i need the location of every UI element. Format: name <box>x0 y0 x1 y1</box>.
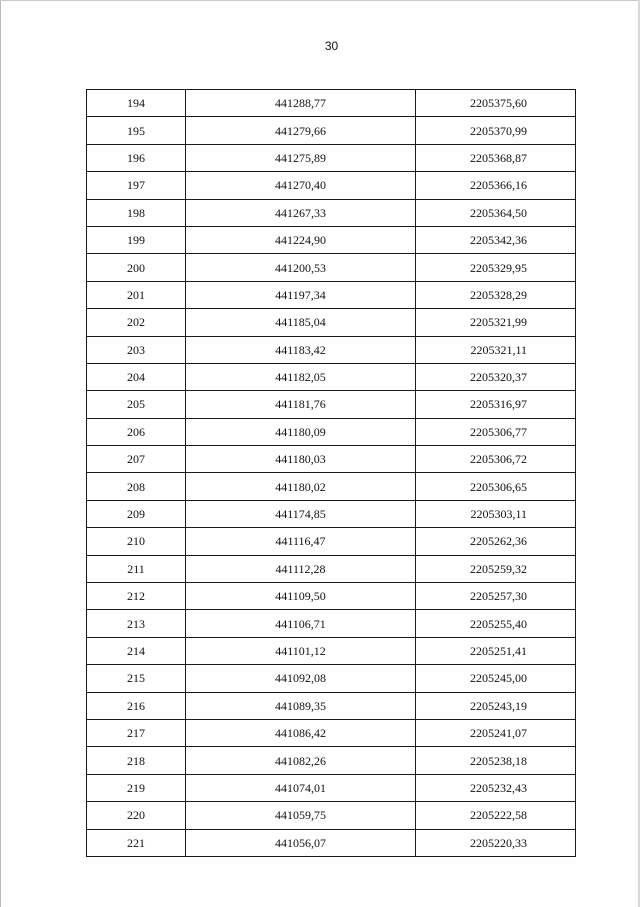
y-coordinate-cell <box>416 254 576 281</box>
point-number-cell: 220 <box>87 802 186 829</box>
point-number-cell: 196 <box>87 144 186 171</box>
x-coordinate-cell: 441270,40 <box>186 172 416 199</box>
x-coordinate-cell: 441279,66 <box>186 117 416 144</box>
y-coordinate-cell <box>416 802 576 829</box>
x-coordinate-cell: 441182,05 <box>186 363 416 390</box>
x-coordinate-cell: 441086,42 <box>186 719 416 746</box>
x-coordinate-cell: 441089,35 <box>186 692 416 719</box>
point-number-cell: 212 <box>87 583 186 610</box>
table-row <box>87 774 576 801</box>
table-row <box>87 719 576 746</box>
y-coordinate-value: 2205364,50 <box>470 205 527 220</box>
y-coordinate-cell <box>416 665 576 692</box>
x-coordinate-cell: 441106,71 <box>186 610 416 637</box>
y-coordinate-cell <box>416 363 576 390</box>
table-row <box>87 391 576 418</box>
coordinates-table <box>86 89 576 857</box>
y-coordinate-cell <box>416 226 576 253</box>
y-coordinate-value: 2205243,19 <box>470 698 527 713</box>
point-number-cell: 202 <box>87 309 186 336</box>
x-coordinate-cell: 441082,26 <box>186 747 416 774</box>
x-coordinate-cell: 441181,76 <box>186 391 416 418</box>
y-coordinate-value: 2205342,36 <box>470 233 527 248</box>
point-number-cell: 217 <box>87 719 186 746</box>
table-row <box>87 528 576 555</box>
point-number-cell: 218 <box>87 747 186 774</box>
x-coordinate-cell: 441185,04 <box>186 309 416 336</box>
point-number-cell: 197 <box>87 172 186 199</box>
point-number-cell: 208 <box>87 473 186 500</box>
table-row <box>87 172 576 199</box>
table-row <box>87 336 576 363</box>
y-coordinate-cell <box>416 281 576 308</box>
x-coordinate-cell: 441116,47 <box>186 528 416 555</box>
point-number-cell: 221 <box>87 829 186 856</box>
table-row <box>87 610 576 637</box>
y-coordinate-cell <box>416 692 576 719</box>
table-row <box>87 555 576 582</box>
x-coordinate-cell: 441112,28 <box>186 555 416 582</box>
point-number-cell: 214 <box>87 637 186 664</box>
y-coordinate-value: 2205321,11 <box>470 342 527 357</box>
y-coordinate-value: 2205306,72 <box>470 452 527 467</box>
table-row <box>87 254 576 281</box>
point-number-cell: 205 <box>87 391 186 418</box>
table-row <box>87 637 576 664</box>
scan-top-edge <box>0 0 640 1</box>
y-coordinate-cell <box>416 144 576 171</box>
table-row <box>87 583 576 610</box>
y-coordinate-value: 2205259,32 <box>470 561 527 576</box>
x-coordinate-cell: 441092,08 <box>186 665 416 692</box>
table-row <box>87 692 576 719</box>
y-coordinate-value: 2205245,00 <box>470 671 527 686</box>
y-coordinate-cell <box>416 391 576 418</box>
y-coordinate-value: 2205222,58 <box>470 808 527 823</box>
x-coordinate-cell: 441224,90 <box>186 226 416 253</box>
x-coordinate-cell: 441056,07 <box>186 829 416 856</box>
x-coordinate-cell: 441109,50 <box>186 583 416 610</box>
point-number-cell: 195 <box>87 117 186 144</box>
point-number-cell: 198 <box>87 199 186 226</box>
point-number-cell: 199 <box>87 226 186 253</box>
y-coordinate-value: 2205329,95 <box>470 260 527 275</box>
point-number-cell: 207 <box>87 446 186 473</box>
table-row <box>87 199 576 226</box>
y-coordinate-value: 2205321,99 <box>470 315 527 330</box>
y-coordinate-value: 2205375,60 <box>470 96 527 111</box>
table-row <box>87 747 576 774</box>
point-number-cell: 211 <box>87 555 186 582</box>
table-row <box>87 309 576 336</box>
y-coordinate-cell <box>416 172 576 199</box>
x-coordinate-cell: 441275,89 <box>186 144 416 171</box>
y-coordinate-cell <box>416 309 576 336</box>
y-coordinate-value: 2205370,99 <box>470 123 527 138</box>
y-coordinate-value: 2205320,37 <box>470 370 527 385</box>
y-coordinate-value: 2205306,77 <box>470 424 527 439</box>
y-coordinate-value: 2205255,40 <box>470 616 527 631</box>
y-coordinate-cell <box>416 555 576 582</box>
y-coordinate-cell <box>416 829 576 856</box>
point-number-cell: 216 <box>87 692 186 719</box>
y-coordinate-value: 2205241,07 <box>470 726 527 741</box>
coordinates-table-body <box>87 90 576 857</box>
x-coordinate-cell: 441180,03 <box>186 446 416 473</box>
table-row <box>87 226 576 253</box>
y-coordinate-value: 2205303,11 <box>470 507 527 522</box>
page-number: 30 <box>324 39 339 53</box>
y-coordinate-cell <box>416 199 576 226</box>
x-coordinate-cell: 441059,75 <box>186 802 416 829</box>
point-number-cell: 219 <box>87 774 186 801</box>
y-coordinate-cell <box>416 774 576 801</box>
table-row <box>87 117 576 144</box>
table-row <box>87 418 576 445</box>
point-number-cell: 194 <box>87 90 186 117</box>
x-coordinate-cell: 441174,85 <box>186 500 416 527</box>
point-number-cell: 201 <box>87 281 186 308</box>
y-coordinate-value: 2205328,29 <box>470 287 527 302</box>
point-number-cell: 206 <box>87 418 186 445</box>
point-number-cell: 209 <box>87 500 186 527</box>
y-coordinate-cell <box>416 418 576 445</box>
y-coordinate-value: 2205251,41 <box>470 644 527 658</box>
point-number-cell: 215 <box>87 665 186 692</box>
table-row <box>87 363 576 390</box>
point-number-cell: 204 <box>87 363 186 390</box>
y-coordinate-value: 2205316,97 <box>470 397 527 412</box>
point-number-cell: 200 <box>87 254 186 281</box>
y-coordinate-cell <box>416 528 576 555</box>
y-coordinate-value: 2205232,43 <box>470 780 527 795</box>
table-row <box>87 144 576 171</box>
x-coordinate-cell: 441180,09 <box>186 418 416 445</box>
y-coordinate-value: 2205257,30 <box>470 589 527 604</box>
x-coordinate-cell: 441197,34 <box>186 281 416 308</box>
y-coordinate-cell <box>416 500 576 527</box>
y-coordinate-value: 2205262,36 <box>470 534 527 549</box>
x-coordinate-cell: 441200,53 <box>186 254 416 281</box>
table-row <box>87 473 576 500</box>
y-coordinate-cell <box>416 719 576 746</box>
y-coordinate-cell <box>416 747 576 774</box>
x-coordinate-cell: 441180,02 <box>186 473 416 500</box>
table-row <box>87 829 576 856</box>
y-coordinate-cell <box>416 473 576 500</box>
table-row <box>87 802 576 829</box>
y-coordinate-value: 2205220,33 <box>470 835 527 850</box>
table-row <box>87 446 576 473</box>
y-coordinate-cell <box>416 446 576 473</box>
y-coordinate-cell <box>416 610 576 637</box>
y-coordinate-cell <box>416 117 576 144</box>
point-number-cell: 203 <box>87 336 186 363</box>
y-coordinate-value: 2205368,87 <box>470 150 527 165</box>
y-coordinate-cell <box>416 583 576 610</box>
x-coordinate-cell: 441074,01 <box>186 774 416 801</box>
x-coordinate-cell: 441183,42 <box>186 336 416 363</box>
y-coordinate-value: 2205306,65 <box>470 479 527 494</box>
x-coordinate-cell: 441267,33 <box>186 199 416 226</box>
y-coordinate-cell <box>416 90 576 117</box>
y-coordinate-value: 2205366,16 <box>470 178 527 193</box>
table-row <box>87 90 576 117</box>
scan-left-edge <box>0 0 1 907</box>
point-number-cell: 210 <box>87 528 186 555</box>
point-number-cell: 213 <box>87 610 186 637</box>
y-coordinate-cell <box>416 637 576 664</box>
y-coordinate-value: 2205238,18 <box>470 753 527 768</box>
table-row <box>87 500 576 527</box>
x-coordinate-cell: 441288,77 <box>186 90 416 117</box>
table-row <box>87 281 576 308</box>
y-coordinate-cell <box>416 336 576 363</box>
table-row <box>87 665 576 692</box>
x-coordinate-cell: 441101,12 <box>186 637 416 664</box>
